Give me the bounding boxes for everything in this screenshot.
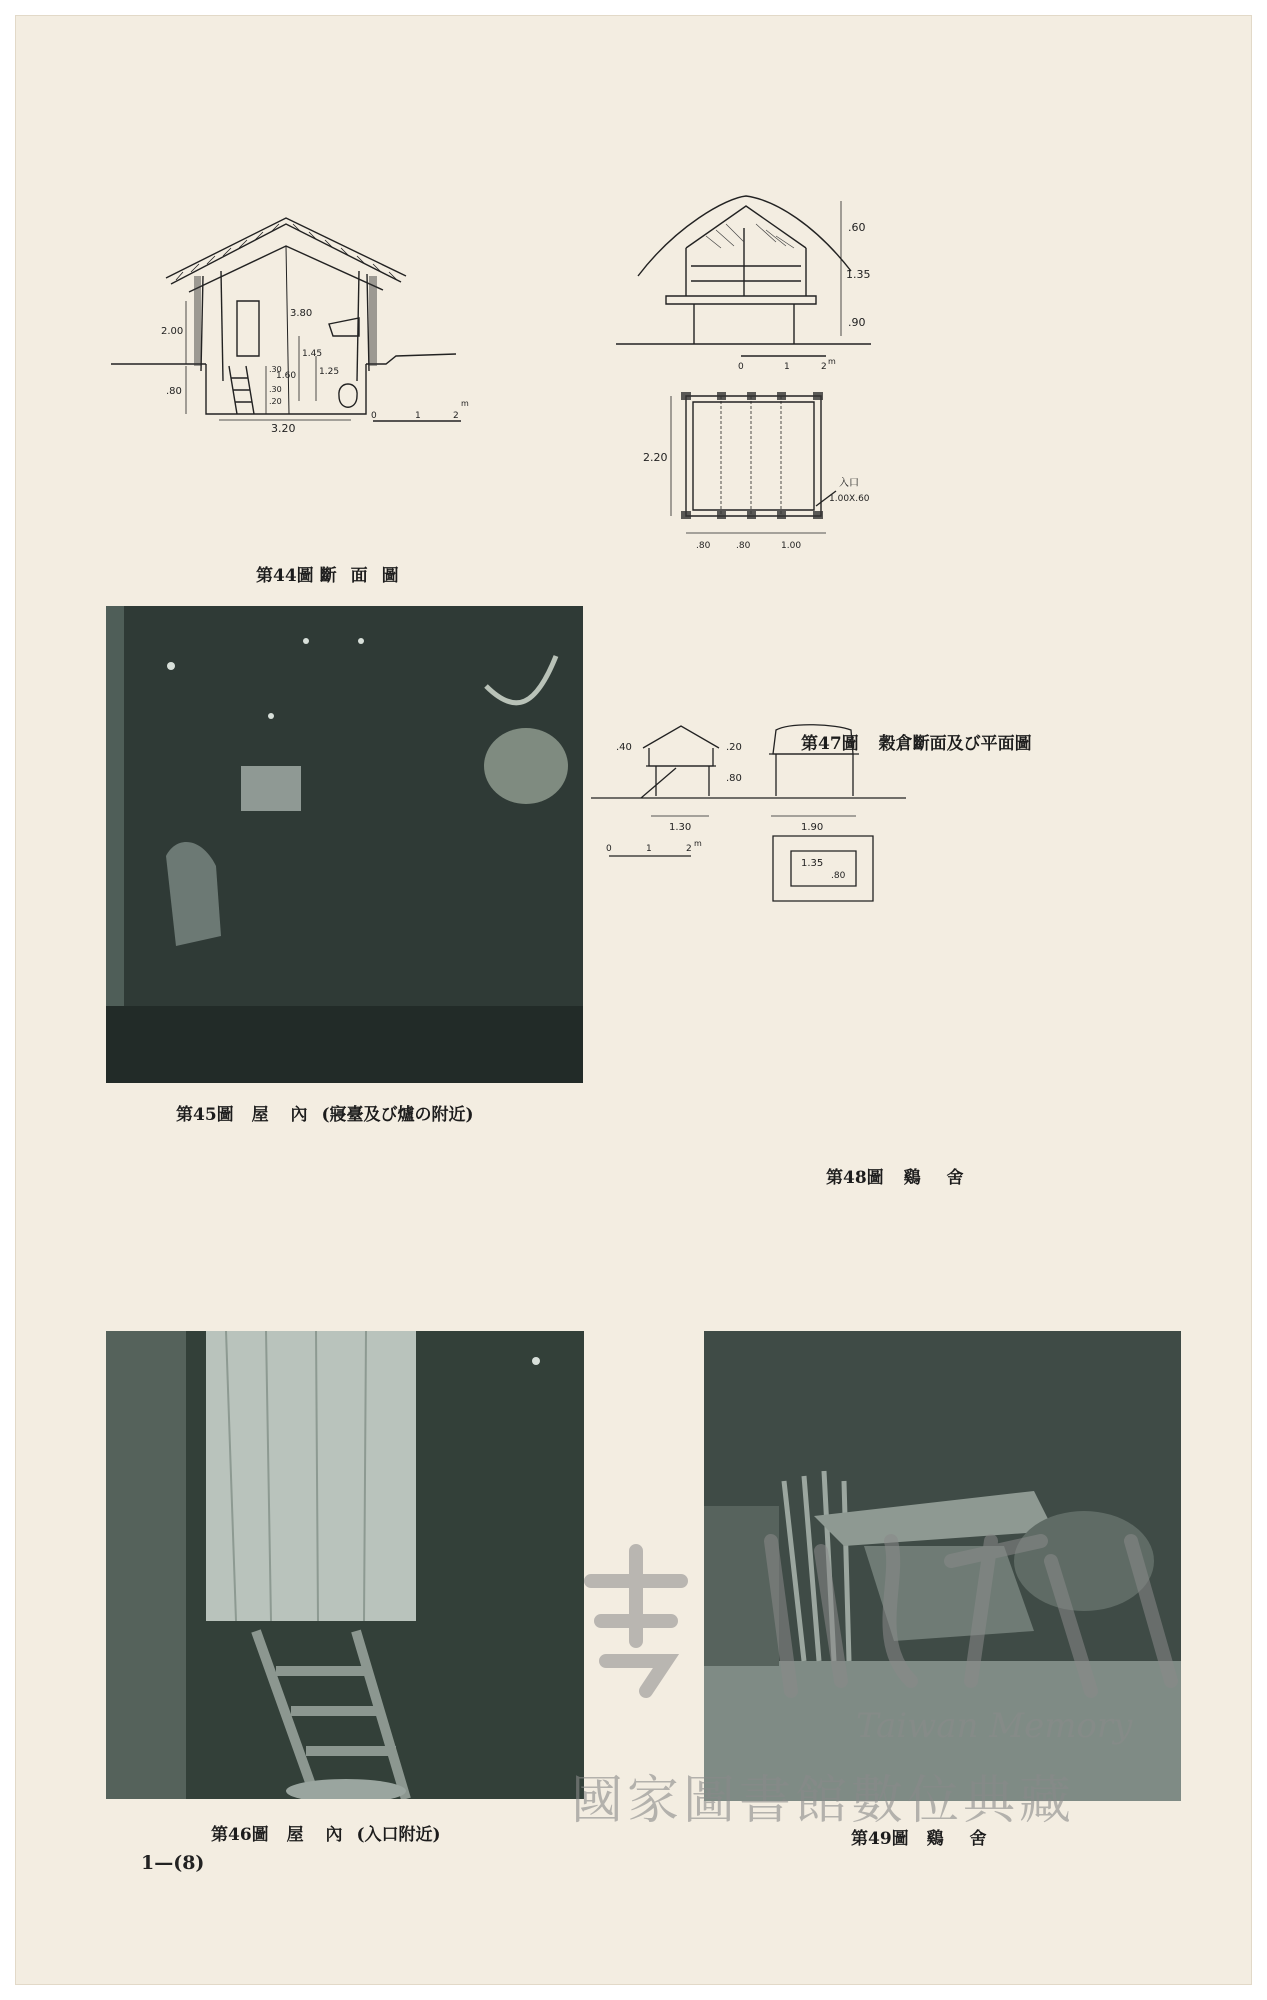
fig45-caption: [176, 1100, 474, 1125]
fig44-scale-2: 2: [453, 411, 459, 421]
fig47-caption-num: 第47圖: [801, 734, 859, 754]
fig47-section: [616, 186, 916, 381]
fig44-drawing: [111, 206, 471, 436]
fig48-caption: [826, 1163, 974, 1188]
fig48-scale-unit: m: [694, 839, 702, 848]
fig48-dim-leg: .80: [726, 773, 742, 784]
fig47-scale-1: 1: [784, 362, 790, 372]
fig47-entry-label: 入口: [839, 478, 859, 489]
fig48-scale-2: 2: [686, 844, 692, 854]
fig45-photo: [106, 606, 583, 1083]
fig44-dim-e: .30: [269, 385, 282, 394]
fig46-caption-title: 屋 內: [286, 1825, 351, 1845]
watermark-english: Taiwan Memory: [856, 1706, 1133, 1746]
fig47-section-svg: [616, 186, 916, 381]
fig47-scale-unit: m: [828, 357, 836, 366]
fig47-dim-legs: .90: [848, 316, 866, 329]
fig44-dim-total: 3.80: [290, 308, 313, 319]
fig44-dim-d: .30: [269, 365, 282, 374]
fig48-svg: [591, 716, 921, 921]
fig47-caption-title: 穀倉斷面及び平面圖: [878, 734, 1032, 754]
fig45-caption-title: 屋 內: [251, 1105, 316, 1125]
fig46-caption-note: (入口附近): [356, 1825, 441, 1845]
fig48-dim-roof-mid: .20: [726, 742, 742, 753]
fig48-dim-plan: 1.35: [801, 858, 824, 869]
fig48-caption-num: 第48圖: [826, 1168, 884, 1188]
fig47-plan: [641, 386, 901, 556]
fig48-dim-width-left: 1.30: [669, 822, 692, 833]
fig48-scale-1: 1: [646, 844, 652, 854]
fig44-scale-1: 1: [415, 411, 421, 421]
fig44-dim-a: 1.45: [302, 349, 323, 359]
fig45-caption-note: (寢臺及び爐の附近): [321, 1105, 474, 1125]
fig47-plan-svg: [641, 386, 901, 556]
fig47-dim-roof: .60: [848, 221, 866, 234]
fig44-dim-floor: .80: [166, 386, 182, 397]
fig44-caption-num: 第44圖: [256, 566, 314, 586]
fig48-dim-width-right: 1.90: [801, 822, 824, 833]
fig45-photo-svg: [106, 606, 583, 1083]
fig44-dim-wall: 2.00: [161, 326, 184, 337]
document-page: [15, 15, 1252, 1985]
fig48-dim-plan-small: .80: [831, 871, 846, 881]
fig44-svg: [111, 206, 471, 436]
fig49-caption-num: 第49圖: [851, 1829, 909, 1849]
watermark-chinese: 國家圖書館數位典藏: [571, 1771, 1076, 1831]
fig48-dim-roof-left: .40: [616, 742, 632, 753]
fig47-scale-0: 0: [738, 362, 744, 372]
fig44-dim-c: 1.60: [276, 371, 297, 381]
fig47-entry-size: 1.00X.60: [829, 494, 870, 504]
fig46-photo: [106, 1331, 584, 1799]
fig45-caption-num: 第45圖: [176, 1105, 234, 1125]
fig44-caption-title: 斷面圖: [319, 566, 413, 586]
fig47-dim-span1: .80: [696, 541, 711, 551]
page-number: 1—(8): [141, 1852, 205, 1874]
fig48-caption-title: 鷄 舍: [903, 1168, 974, 1188]
fig44-dim-width: 3.20: [271, 422, 296, 435]
fig46-caption: [211, 1820, 441, 1845]
fig48-scale-0: 0: [606, 844, 612, 854]
fig44-scale-unit: m: [461, 399, 469, 408]
fig47-dim-body: 1.35: [846, 268, 871, 281]
fig47-scale-2: 2: [821, 362, 827, 372]
fig44-dim-f: .20: [269, 397, 282, 406]
fig46-caption-num: 第46圖: [211, 1825, 269, 1845]
fig44-scale-0: 0: [371, 411, 377, 421]
fig46-photo-svg: [106, 1331, 584, 1799]
fig47-dim-span2: .80: [736, 541, 751, 551]
fig47-dim-depth: 2.20: [643, 451, 668, 464]
fig49-caption-title: 鷄 舍: [926, 1829, 997, 1849]
fig47-dim-span3: 1.00: [781, 541, 802, 551]
fig44-caption: [256, 561, 413, 586]
fig48-drawing: [591, 716, 921, 921]
fig44-dim-b: 1.25: [319, 367, 340, 377]
